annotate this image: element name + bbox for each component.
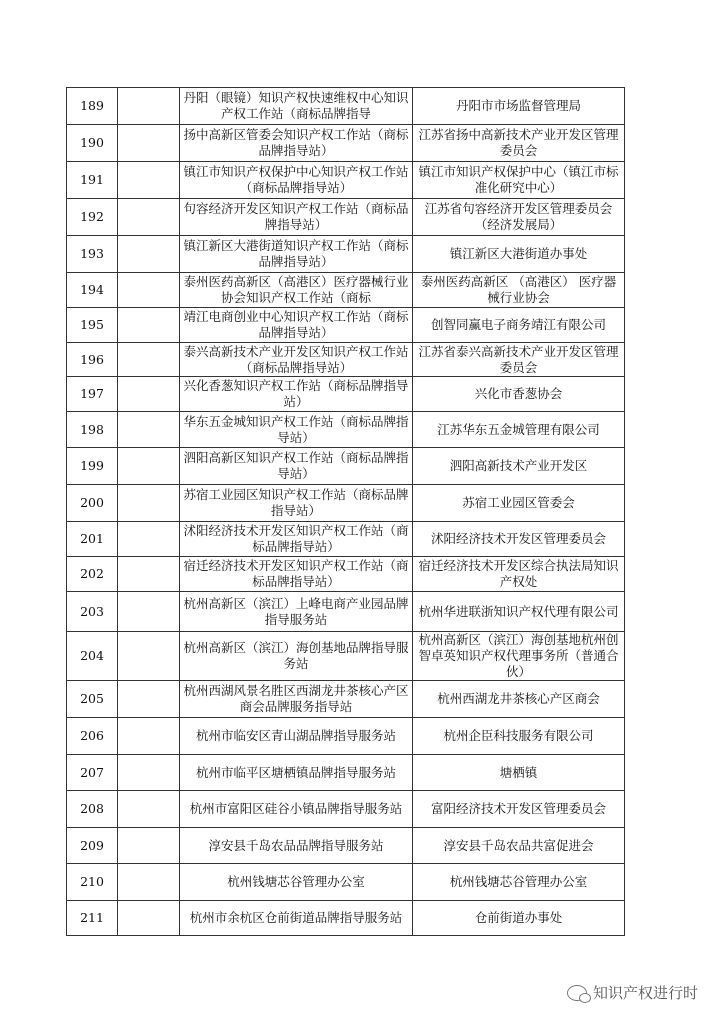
table-row — [67, 522, 625, 557]
blank-cell — [118, 485, 180, 522]
num-cell: 203 — [67, 592, 118, 632]
blank-cell — [118, 125, 180, 162]
table-row — [67, 755, 625, 791]
num-cell: 189 — [67, 88, 118, 125]
table-row — [67, 162, 625, 199]
blank-cell — [118, 522, 180, 557]
blank-cell — [118, 557, 180, 592]
num-cell: 191 — [67, 162, 118, 199]
num-cell: 201 — [67, 522, 118, 557]
organization-cell: 杭州高新区（滨江）海创基地杭州创智卓英知识产权代理事务所（普通合伙） — [413, 632, 625, 681]
num-cell: 192 — [67, 199, 118, 236]
blank-cell — [118, 681, 180, 718]
table-row — [67, 377, 625, 412]
organization-cell: 镇江市知识产权保护中心（镇江市标准化研究中心） — [413, 162, 625, 199]
organization-cell: 塘栖镇 — [413, 755, 625, 791]
station-name-cell: 杭州西湖风景名胜区西湖龙井茶核心产区商会品牌服务指导站 — [180, 681, 413, 718]
blank-cell — [118, 343, 180, 377]
station-name-cell: 杭州市临安区青山湖品牌指导服务站 — [180, 718, 413, 755]
station-name-cell: 杭州钱塘芯谷管理办公室 — [180, 864, 413, 901]
organization-cell: 江苏华东五金城管理有限公司 — [413, 412, 625, 448]
table-row — [67, 632, 625, 681]
watermark-text: 知识产权进行时 — [592, 984, 698, 1002]
table-row — [67, 557, 625, 592]
table-row — [67, 125, 625, 162]
table-row — [67, 448, 625, 485]
station-name-cell: 泗阳高新区知识产权工作站（商标品牌指导站） — [180, 448, 413, 485]
num-cell: 205 — [67, 681, 118, 718]
num-cell: 190 — [67, 125, 118, 162]
table-row — [67, 592, 625, 632]
blank-cell — [118, 377, 180, 412]
blank-cell — [118, 592, 180, 632]
station-name-cell: 淳安县千岛农品品牌指导服务站 — [180, 828, 413, 864]
station-name-cell: 镇江市知识产权保护中心知识产权工作站（商标品牌指导站） — [180, 162, 413, 199]
table-row — [67, 718, 625, 755]
blank-cell — [118, 718, 180, 755]
blank-cell — [118, 236, 180, 273]
table-row — [67, 199, 625, 236]
table-row — [67, 901, 625, 936]
table-row — [67, 308, 625, 343]
organization-cell: 淳安县千岛农品共富促进会 — [413, 828, 625, 864]
wechat-icon — [567, 985, 587, 1001]
blank-cell — [118, 412, 180, 448]
num-cell: 197 — [67, 377, 118, 412]
blank-cell — [118, 162, 180, 199]
station-name-cell: 苏宿工业园区知识产权工作站（商标品牌指导站） — [180, 485, 413, 522]
num-cell: 210 — [67, 864, 118, 901]
table-body — [67, 88, 625, 936]
num-cell: 196 — [67, 343, 118, 377]
blank-cell — [118, 448, 180, 485]
organization-cell: 泗阳高新技术产业开发区 — [413, 448, 625, 485]
organization-cell: 江苏省句容经济开发区管理委员会（经济发展局） — [413, 199, 625, 236]
organization-cell: 仓前街道办事处 — [413, 901, 625, 936]
organization-cell: 杭州西湖龙井茶核心产区商会 — [413, 681, 625, 718]
station-name-cell: 宿迁经济技术开发区知识产权工作站（商标品牌指导站） — [180, 557, 413, 592]
num-cell: 199 — [67, 448, 118, 485]
station-name-cell: 句容经济开发区知识产权工作站（商标品牌指导站） — [180, 199, 413, 236]
station-name-cell: 杭州高新区（滨江）上峰电商产业园品牌指导服务站 — [180, 592, 413, 632]
num-cell: 194 — [67, 273, 118, 308]
organization-cell: 镇江新区大港街道办事处 — [413, 236, 625, 273]
blank-cell — [118, 88, 180, 125]
organization-cell: 杭州企臣科技服务有限公司 — [413, 718, 625, 755]
organization-cell: 泰州医药高新区 （高港区） 医疗器械行业协会 — [413, 273, 625, 308]
station-name-cell: 华东五金城知识产权工作站（商标品牌指导站） — [180, 412, 413, 448]
blank-cell — [118, 828, 180, 864]
organization-cell: 兴化市香葱协会 — [413, 377, 625, 412]
table-row — [67, 273, 625, 308]
num-cell: 193 — [67, 236, 118, 273]
station-name-cell: 泰兴高新技术产业开发区知识产权工作站（商标品牌指导站） — [180, 343, 413, 377]
blank-cell — [118, 632, 180, 681]
station-name-cell: 兴化香葱知识产权工作站（商标品牌指导站） — [180, 377, 413, 412]
table-row — [67, 88, 625, 125]
blank-cell — [118, 199, 180, 236]
station-name-cell: 杭州市余杭区仓前街道品牌指导服务站 — [180, 901, 413, 936]
num-cell: 208 — [67, 791, 118, 828]
organization-cell: 杭州华进联浙知识产权代理有限公司 — [413, 592, 625, 632]
blank-cell — [118, 273, 180, 308]
blank-cell — [118, 308, 180, 343]
blank-cell — [118, 791, 180, 828]
organization-cell: 沭阳经济技术开发区管理委员会 — [413, 522, 625, 557]
station-name-cell: 沭阳经济技术开发区知识产权工作站（商标品牌指导站） — [180, 522, 413, 557]
num-cell: 202 — [67, 557, 118, 592]
num-cell: 211 — [67, 901, 118, 936]
table-row — [67, 236, 625, 273]
station-name-cell: 靖江电商创业中心知识产权工作站（商标品牌指导站） — [180, 308, 413, 343]
blank-cell — [118, 755, 180, 791]
organization-cell: 苏宿工业园区管委会 — [413, 485, 625, 522]
num-cell: 206 — [67, 718, 118, 755]
table-row — [67, 681, 625, 718]
table-row — [67, 828, 625, 864]
watermark — [567, 982, 698, 1003]
table-row — [67, 864, 625, 901]
station-name-cell: 镇江新区大港街道知识产权工作站（商标品牌指导站） — [180, 236, 413, 273]
table-row — [67, 412, 625, 448]
organization-cell: 杭州钱塘芯谷管理办公室 — [413, 864, 625, 901]
organization-cell: 富阳经济技术开发区管理委员会 — [413, 791, 625, 828]
num-cell: 204 — [67, 632, 118, 681]
station-name-cell: 杭州高新区（滨江）海创基地品牌指导服务站 — [180, 632, 413, 681]
num-cell: 195 — [67, 308, 118, 343]
blank-cell — [118, 864, 180, 901]
num-cell: 198 — [67, 412, 118, 448]
table-row — [67, 485, 625, 522]
table-row — [67, 791, 625, 828]
station-name-cell: 泰州医药高新区（高港区）医疗器械行业协会知识产权工作站（商标 — [180, 273, 413, 308]
num-cell: 200 — [67, 485, 118, 522]
organization-cell: 丹阳市市场监督管理局 — [413, 88, 625, 125]
station-name-cell: 杭州市富阳区硅谷小镇品牌指导服务站 — [180, 791, 413, 828]
organization-cell: 创智同赢电子商务靖江有限公司 — [413, 308, 625, 343]
station-name-cell: 丹阳（眼镜）知识产权快速维权中心知识产权工作站（商标品牌指导 — [180, 88, 413, 125]
organization-cell: 宿迁经济技术开发区综合执法局知识产权处 — [413, 557, 625, 592]
station-table — [66, 87, 625, 936]
num-cell: 209 — [67, 828, 118, 864]
num-cell: 207 — [67, 755, 118, 791]
organization-cell: 江苏省泰兴高新技术产业开发区管理委员会 — [413, 343, 625, 377]
station-name-cell: 扬中高新区管委会知识产权工作站（商标品牌指导站） — [180, 125, 413, 162]
organization-cell: 江苏省扬中高新技术产业开发区管理委员会 — [413, 125, 625, 162]
table-row — [67, 343, 625, 377]
station-name-cell: 杭州市临平区塘栖镇品牌指导服务站 — [180, 755, 413, 791]
blank-cell — [118, 901, 180, 936]
